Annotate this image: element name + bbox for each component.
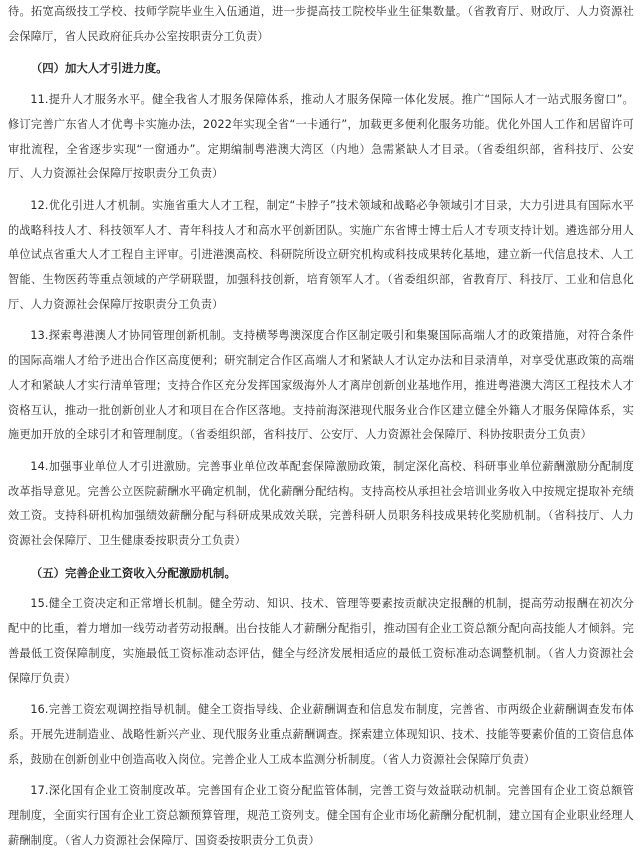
paragraph-item-13: 13.探索粤港澳人才协同管理创新机制。支持横琴粤澳深度合作区制定吸引和集聚国际高端人才的政策措施，对符合条件的国际高端人才给予进出合作区高度便利；研究制定合作区高端人才和紧缺人才认定办法和目录清单，对享受优惠政策的高端人才和紧缺人才实行清单管理；支持合作区充分发挥国家级海外人才离岸创新创业基地作用，推进粤港澳大湾区工程技术人才资格互认，推动一批创新创业人才和项目在合作区落地。支持前海深港现代服务业合作区建立健全外籍人才服务保障体系，实施更加开放的全球引才和管理制度。（省委组织部，省科技厅、公安厅、人力资源社会保障厅、科协按职责分工负责） (8, 329, 634, 442)
paragraph-item-17: 17.深化国有企业工资制度改革。完善国有企业工资分配监管体制，完善工资与效益联动机制。完善国有企业工资总额管理制度，全面实行国有企业工资总额预算管理，规范工资列支。健全国有企业市场化薪酬分配机制，建立国有企业职业经理人薪酬制度。（省人力资源社会保障厅、国资委按职责分工负责） (8, 784, 634, 847)
paragraph-item-16: 16.完善工资宏观调控指导机制。健全工资指导线、企业薪酬调查和信息发布制度，完善省、市两级企业薪酬调查发布体系。开展先进制造业、战略性新兴产业、现代服务业重点薪酬调查。探索建立体现知识、技术、技能等要素价值的工资信息体系，鼓励在创新创业中创造高收入岗位。完善企业人工成本监测分析制度。（省人力资源社会保障厅负责） (8, 703, 634, 766)
paragraph-item-11: 11.提升人才服务水平。健全我省人才服务保障体系，推动人才服务保障一体化发展。推广“国际人才一站式服务窗口”。修订完善广东省人才优粤卡实施办法，2022年实现全省“一卡通行”，加载更多便利化服务功能。优化外国人工作和居留许可审批流程，全省逐步实现“一窗通办”。定期编制粤港澳大湾区（内地）急需紧缺人才目录。（省委组织部，省科技厅、公安厅、人力资源社会保障厅按职责分工负责） (8, 93, 634, 181)
paragraph-item-15: 15.健全工资决定和正常增长机制。健全劳动、知识、技术、管理等要素按贡献决定报酬的机制，提高劳动报酬在初次分配中的比重，着力增加一线劳动者劳动报酬。出台技能人才薪酬分配指引，推动国有企业工资总额分配向高技能人才倾斜。完善最低工资保障制度，实施最低工资标准动态评估，健全与经济发展相适应的最低工资标准动态调整机制。（省人力资源社会保障厅负责） (8, 597, 634, 685)
paragraph-item-14: 14.加强事业单位人才引进激励。完善事业单位改革配套保障激励政策，制定深化高校、科研事业单位薪酬激励分配制度改革指导意见。完善公立医院薪酬水平确定机制，优化薪酬分配结构。支持高校从承担社会培训业务收入中按规定提取补充绩效工资。支持科研机构加强绩效薪酬分配与科研成果成效关联，完善科研人员职务科技成果转化奖励机制。（省科技厅、人力资源社会保障厅、卫生健康委按职责分工负责） (8, 459, 634, 548)
section-heading-talent-introduction: （四）加大人才引进力度。 (30, 61, 168, 76)
paragraph-intro-continued: 待。拓宽高级技工学校、技师学院毕业生入伍通道，进一步提高技工院校毕业生征集数量。（省教育厅、财政厅、人力资源社会保障厅，省人民政府征兵办公室按职责分工负责） (8, 5, 634, 43)
section-heading-wage-distribution: （五）完善企业工资收入分配激励机制。 (30, 565, 236, 580)
paragraph-item-12: 12.优化引进人才机制。实施省重大人才工程，制定“卡脖子”技术领域和战略必争领域引才目录，大力引进具有国际水平的战略科技人才、科技领军人才、青年科技人才和高水平创新团队。实施广东省博士博士后人才专项支持计划。遴选部分用人单位试点省重大人才工程自主评审。引进港澳高校、科研院所设立研究机构或科技成果转化基地，建立新一代信息技术、人工智能、生物医药等重点领域的产学研联盟，加强科技创新，培育领军人才。（省委组织部，省教育厅、科技厅、工业和信息化厅、人力资源社会保障厅按职责分工负责） (8, 198, 634, 311)
